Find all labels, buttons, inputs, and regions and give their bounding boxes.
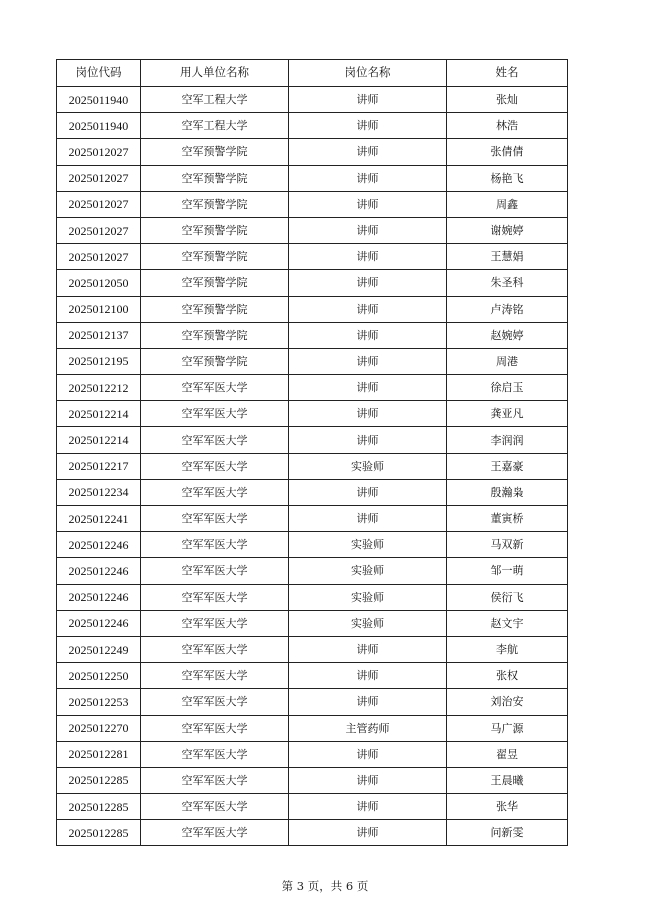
cell-post-code: 2025012249 [57,636,141,662]
cell-person-name: 刘治安 [447,689,568,715]
cell-person-name: 殷瀚枭 [447,479,568,505]
cell-post-code: 2025012027 [57,217,141,243]
cell-employer-name: 空军军医大学 [141,506,289,532]
cell-post-code: 2025012285 [57,767,141,793]
cell-employer-name: 空军工程大学 [141,87,289,113]
cell-post-name: 讲师 [289,113,447,139]
cell-employer-name: 空军预警学院 [141,217,289,243]
cell-post-code: 2025012270 [57,715,141,741]
cell-employer-name: 空军军医大学 [141,427,289,453]
cell-post-code: 2025012285 [57,820,141,846]
cell-post-name: 讲师 [289,375,447,401]
cell-employer-name: 空军预警学院 [141,270,289,296]
cell-post-name: 实验师 [289,558,447,584]
table-row [57,741,568,767]
cell-post-name: 实验师 [289,453,447,479]
table-row [57,820,568,846]
table-row [57,532,568,558]
table-row [57,453,568,479]
cell-post-name: 讲师 [289,87,447,113]
cell-person-name: 谢婉婷 [447,217,568,243]
cell-post-code: 2025012214 [57,401,141,427]
cell-employer-name: 空军军医大学 [141,689,289,715]
cell-post-name: 实验师 [289,610,447,636]
cell-employer-name: 空军军医大学 [141,479,289,505]
cell-employer-name: 空军军医大学 [141,375,289,401]
cell-post-code: 2025012250 [57,663,141,689]
table-row [57,479,568,505]
table-header [57,60,568,87]
cell-post-code: 2025012281 [57,741,141,767]
table-row [57,165,568,191]
cell-person-name: 林浩 [447,113,568,139]
cell-post-name: 实验师 [289,584,447,610]
cell-post-name: 讲师 [289,322,447,348]
cell-employer-name: 空军军医大学 [141,741,289,767]
table-row [57,767,568,793]
cell-post-code: 2025012027 [57,244,141,270]
cell-post-code: 2025012027 [57,191,141,217]
cell-person-name: 王慧娟 [447,244,568,270]
table-row [57,636,568,662]
cell-post-name: 讲师 [289,794,447,820]
cell-post-name: 讲师 [289,689,447,715]
cell-post-code: 2025012285 [57,794,141,820]
cell-person-name: 问新雯 [447,820,568,846]
cell-person-name: 张权 [447,663,568,689]
header-row [57,60,568,87]
cell-post-name: 讲师 [289,191,447,217]
cell-employer-name: 空军军医大学 [141,636,289,662]
cell-person-name: 张灿 [447,87,568,113]
cell-employer-name: 空军预警学院 [141,244,289,270]
cell-post-name: 讲师 [289,636,447,662]
table-body [57,87,568,846]
cell-post-name: 讲师 [289,506,447,532]
cell-post-name: 讲师 [289,401,447,427]
cell-post-name: 讲师 [289,820,447,846]
cell-employer-name: 空军预警学院 [141,296,289,322]
table-row [57,715,568,741]
table-row [57,348,568,374]
table-row [57,270,568,296]
table-row [57,244,568,270]
table-row [57,87,568,113]
table-row [57,113,568,139]
cell-person-name: 王嘉豪 [447,453,568,479]
cell-post-name: 主管药师 [289,715,447,741]
cell-post-code: 2025012100 [57,296,141,322]
cell-post-code: 2025012212 [57,375,141,401]
table-row [57,794,568,820]
cell-post-name: 讲师 [289,427,447,453]
cell-employer-name: 空军军医大学 [141,558,289,584]
table-row [57,610,568,636]
cell-employer-name: 空军军医大学 [141,820,289,846]
cell-employer-name: 空军军医大学 [141,453,289,479]
cell-post-name: 讲师 [289,296,447,322]
table-row [57,689,568,715]
cell-post-code: 2025012195 [57,348,141,374]
cell-person-name: 朱圣科 [447,270,568,296]
cell-post-code: 2025012246 [57,610,141,636]
cell-post-code: 2025012246 [57,532,141,558]
cell-employer-name: 空军预警学院 [141,139,289,165]
cell-employer-name: 空军预警学院 [141,165,289,191]
cell-post-name: 讲师 [289,741,447,767]
cell-employer-name: 空军军医大学 [141,532,289,558]
header-post-code: 岗位代码 [57,60,141,87]
cell-employer-name: 空军预警学院 [141,348,289,374]
cell-post-code: 2025012214 [57,427,141,453]
cell-post-name: 实验师 [289,532,447,558]
cell-employer-name: 空军预警学院 [141,322,289,348]
cell-post-code: 2025012246 [57,558,141,584]
cell-person-name: 周港 [447,348,568,374]
table-row [57,139,568,165]
cell-post-code: 2025012050 [57,270,141,296]
table-row [57,375,568,401]
page-number: 第 3 页，共 6 页 [281,879,369,893]
cell-employer-name: 空军军医大学 [141,715,289,741]
cell-post-code: 2025012241 [57,506,141,532]
cell-post-name: 讲师 [289,348,447,374]
cell-post-code: 2025012253 [57,689,141,715]
cell-post-code: 2025012027 [57,165,141,191]
cell-person-name: 李航 [447,636,568,662]
table-row [57,558,568,584]
cell-employer-name: 空军军医大学 [141,401,289,427]
cell-person-name: 马广源 [447,715,568,741]
cell-employer-name: 空军工程大学 [141,113,289,139]
cell-person-name: 翟昱 [447,741,568,767]
cell-post-code: 2025012217 [57,453,141,479]
table-row [57,217,568,243]
cell-post-name: 讲师 [289,270,447,296]
cell-post-name: 讲师 [289,663,447,689]
cell-person-name: 侯衍飞 [447,584,568,610]
table-row [57,584,568,610]
cell-person-name: 董寅桥 [447,506,568,532]
cell-employer-name: 空军预警学院 [141,191,289,217]
cell-person-name: 徐启玉 [447,375,568,401]
cell-post-name: 讲师 [289,139,447,165]
cell-person-name: 李润润 [447,427,568,453]
cell-employer-name: 空军军医大学 [141,610,289,636]
table-row [57,322,568,348]
cell-post-name: 讲师 [289,217,447,243]
cell-person-name: 龚亚凡 [447,401,568,427]
cell-person-name: 张倩倩 [447,139,568,165]
header-person-name: 姓名 [447,60,568,87]
cell-person-name: 赵婉婷 [447,322,568,348]
cell-person-name: 赵文宇 [447,610,568,636]
personnel-table [56,59,568,846]
cell-post-code: 2025012234 [57,479,141,505]
cell-post-code: 2025011940 [57,113,141,139]
cell-person-name: 周鑫 [447,191,568,217]
cell-person-name: 卢涛铭 [447,296,568,322]
table-row [57,296,568,322]
cell-post-name: 讲师 [289,244,447,270]
cell-employer-name: 空军军医大学 [141,767,289,793]
cell-post-code: 2025011940 [57,87,141,113]
cell-employer-name: 空军军医大学 [141,794,289,820]
cell-person-name: 马双新 [447,532,568,558]
table-row [57,663,568,689]
cell-employer-name: 空军军医大学 [141,663,289,689]
cell-employer-name: 空军军医大学 [141,584,289,610]
cell-person-name: 邹一萌 [447,558,568,584]
cell-post-name: 讲师 [289,767,447,793]
cell-post-name: 讲师 [289,479,447,505]
cell-post-code: 2025012137 [57,322,141,348]
header-post-name: 岗位名称 [289,60,447,87]
cell-person-name: 杨艳飞 [447,165,568,191]
table-row [57,506,568,532]
cell-person-name: 张华 [447,794,568,820]
cell-post-name: 讲师 [289,165,447,191]
cell-person-name: 王晨曦 [447,767,568,793]
table-row [57,427,568,453]
cell-post-code: 2025012027 [57,139,141,165]
header-employer-name: 用人单位名称 [141,60,289,87]
table-row [57,191,568,217]
cell-post-code: 2025012246 [57,584,141,610]
table-row [57,401,568,427]
